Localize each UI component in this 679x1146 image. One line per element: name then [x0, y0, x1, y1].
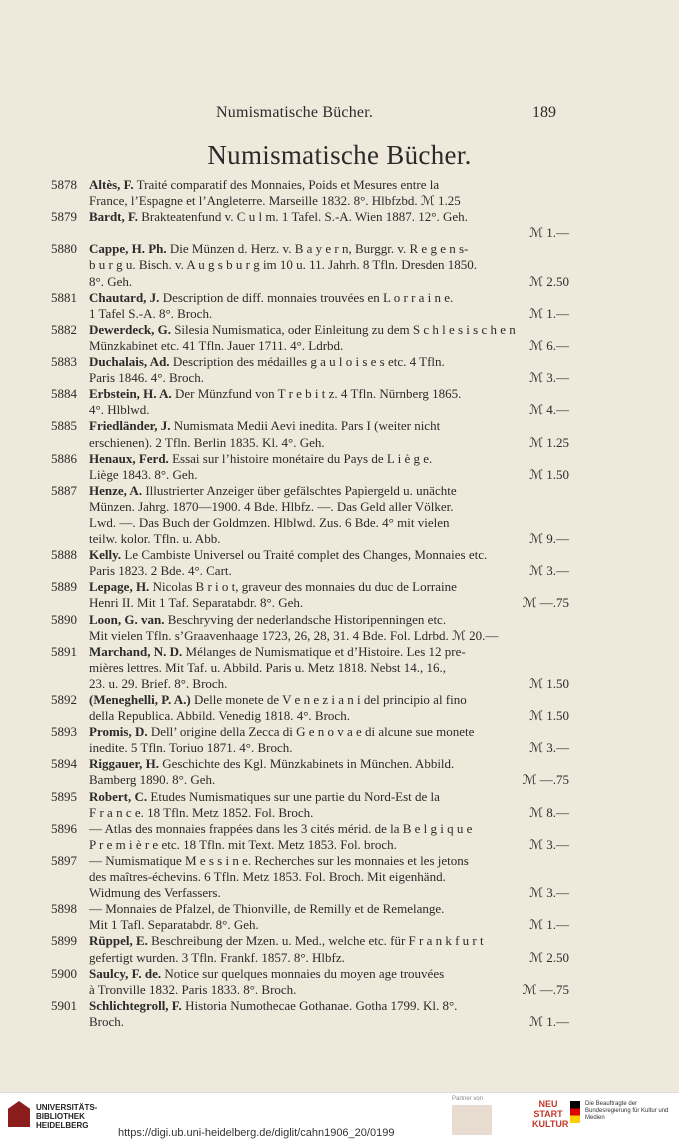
entry-text: Riggauer, H. Geschichte des Kgl. Münzkabinets in München. Abbild.	[89, 756, 455, 772]
entry-text: Duchalais, Ad. Description des médailles g a u l o i s e s etc. 4 Tfln.	[89, 354, 445, 370]
viewer-footer	[0, 1092, 679, 1146]
entry-line	[0, 290, 679, 306]
entry-line	[0, 595, 679, 611]
entry-line	[0, 306, 679, 322]
entry-line	[0, 917, 679, 933]
entry-number: 5894	[51, 756, 77, 772]
entry-line	[0, 322, 679, 338]
entry-price: ℳ 6.—	[529, 337, 569, 353]
entry-line	[0, 338, 679, 354]
catalogue-entry	[0, 241, 679, 289]
university-logo-icon	[8, 1101, 30, 1127]
entry-line	[0, 354, 679, 370]
running-header-title: Numismatische Bücher.	[216, 104, 374, 121]
entry-line	[0, 402, 679, 418]
entry-line	[0, 193, 679, 209]
entry-line	[0, 370, 679, 386]
entry-text: à Tronville 1832. Paris 1833. 8°. Broch.	[89, 981, 297, 997]
entry-text: Marchand, N. D. Mélanges de Numismatique et d’Histoire. Les 12 pre-	[89, 643, 466, 659]
partner-label: Partner von	[452, 1096, 484, 1102]
entry-text: Münzkabinet etc. 41 Tfln. Jauer 1711. 4°. Ldrbd.	[89, 337, 344, 353]
entry-number: 5882	[51, 321, 77, 337]
entry-price: ℳ 1.50	[529, 466, 569, 482]
entry-text: b u r g u. Bisch. v. A u g s b u r g im 10 u. 11. Jahrh. 8 Tfln. Dresden 1850.	[89, 257, 478, 273]
entry-line	[0, 853, 679, 869]
entry-number: 5898	[51, 901, 77, 917]
entry-line	[0, 531, 679, 547]
entry-price: ℳ —.75	[522, 772, 569, 788]
entry-text: erschienen). 2 Tfln. Berlin 1835. Kl. 4°. Geh.	[89, 434, 325, 450]
entry-number: 5888	[51, 547, 77, 563]
catalogue-entry	[0, 853, 679, 901]
entry-line	[0, 933, 679, 949]
entry-line	[0, 708, 679, 724]
entry-text: Münzen. Jahrg. 1870—1900. 4 Bde. Hlbfz. —. Das Geld aller Völker.	[89, 498, 454, 514]
entry-line	[0, 241, 679, 257]
entry-price: ℳ 2.50	[529, 273, 569, 289]
entry-line	[0, 225, 679, 241]
entry-number: 5899	[51, 933, 77, 949]
entry-line	[0, 692, 679, 708]
entry-line	[0, 660, 679, 676]
catalogue-entry	[0, 483, 679, 547]
entry-text: Lepage, H. Nicolas B r i o t, graveur des monnaies du duc de Lorraine	[89, 579, 457, 595]
entry-text: gefertigt wurden. 3 Tfln. Frankf. 1857. 8°. Hlbfz.	[89, 949, 345, 965]
entry-text: F r a n c e. 18 Tfln. Metz 1852. Fol. Broch.	[89, 804, 314, 820]
entry-text: Broch.	[89, 1013, 125, 1029]
entry-number: 5900	[51, 965, 77, 981]
entry-text: France, l’Espagne et l’Angleterre. Marseille 1832. 8°. Hlbfzbd. ℳ 1.25	[89, 193, 461, 209]
entry-line	[0, 869, 679, 885]
entry-text: Schlichtegroll, F. Historia Numothecae Gothanae. Gotha 1799. Kl. 8°.	[89, 997, 458, 1013]
entry-text: Lwd. —. Das Buch der Goldmzen. Hlblwd. Zus. 6 Bde. 4° mit vielen	[89, 514, 450, 530]
entry-number: 5879	[51, 209, 77, 225]
entry-price: ℳ 3.—	[529, 836, 569, 852]
entry-number: 5892	[51, 692, 77, 707]
entry-price: ℳ 8.—	[529, 804, 569, 820]
entry-line	[0, 435, 679, 451]
entry-number: 5891	[51, 643, 77, 659]
entry-text: Henze, A. Illustrierter Anzeiger über gefälschtes Papiergeld u. unächte	[89, 482, 457, 498]
catalogue-entry	[0, 998, 679, 1030]
entry-line	[0, 274, 679, 290]
entry-text: 1 Tafel S.-A. 8°. Broch.	[89, 305, 213, 321]
entry-text: Erbstein, H. A. Der Münzfund von T r e b i t z. 4 Tfln. Nürnberg 1865.	[89, 386, 462, 402]
entry-text: della Republica. Abbild. Venedig 1818. 4°. Broch.	[89, 708, 350, 724]
university-name: UNIVERSITÄTS- BIBLIOTHEK HEIDELBERG	[36, 1103, 98, 1130]
entry-text: Robert, C. Etudes Numismatiques sur une partie du Nord-Est de la	[89, 788, 440, 804]
catalogue-entry	[0, 789, 679, 821]
entry-number: 5896	[51, 820, 77, 836]
entry-line	[0, 998, 679, 1014]
entry-number: 5883	[51, 354, 77, 370]
entry-line	[0, 386, 679, 402]
entry-line	[0, 740, 679, 756]
entry-line	[0, 772, 679, 788]
entry-line	[0, 483, 679, 499]
entry-price: ℳ 3.—	[529, 370, 569, 386]
entry-number: 5890	[51, 611, 77, 627]
catalogue-entry	[0, 756, 679, 788]
entry-line	[0, 612, 679, 628]
entry-number: 5895	[51, 788, 77, 804]
entry-text: Promis, D. Dell’ origine della Zecca di G e n o v a e di alcune sue monete	[89, 724, 475, 740]
entry-text: P r e m i è r e etc. 18 Tfln. mit Text. Metz 1853. Fol. broch.	[89, 836, 397, 852]
entry-line	[0, 885, 679, 901]
page-number: 189	[532, 104, 556, 121]
catalogue-entry	[0, 612, 679, 644]
entry-line	[0, 467, 679, 483]
entry-price: ℳ 1.—	[529, 225, 569, 241]
entry-number: 5880	[51, 241, 77, 257]
entry-text: teilw. kolor. Tfln. u. Abb.	[89, 531, 221, 547]
entry-number: 5878	[51, 177, 77, 192]
catalogue-entry	[0, 821, 679, 853]
entry-text: Altès, F. Traité comparatif des Monnaies, Poids et Mesures entre la	[89, 177, 440, 192]
entry-text: Bardt, F. Brakteatenfund v. C u l m. 1 Tafel. S.-A. Wien 1887. 12°. Geh.	[89, 209, 468, 225]
entry-text: Paris 1823. 2 Bde. 4°. Cart.	[89, 563, 232, 579]
entry-price: ℳ 1.—	[529, 305, 569, 321]
entry-text: Chautard, J. Description de diff. monnaies trouvées en L o r r a i n e.	[89, 289, 454, 305]
entry-text: Paris 1846. 4°. Broch.	[89, 370, 204, 386]
catalogue-entry	[0, 901, 679, 933]
catalogue-entry	[0, 966, 679, 998]
entry-text: Henaux, Ferd. Essai sur l’histoire monétaire du Pays de L i è g e.	[89, 450, 433, 466]
entry-line	[0, 451, 679, 467]
entry-line	[0, 901, 679, 917]
entry-text: Saulcy, F. de. Notice sur quelques monnaies du moyen age trouvées	[89, 965, 445, 981]
entry-text: Dewerdeck, G. Silesia Numismatica, oder Einleitung zu dem S c h l e s i s c h e n	[89, 321, 516, 337]
entry-text: — Atlas des monnaies frappées dans les 3 cités mérid. de la B e l g i q u e	[89, 820, 473, 836]
federal-eagle-icon	[570, 1101, 580, 1123]
entry-text: Mit vielen Tfln. s’Graavenhaage 1723, 26, 28, 31. 4 Bde. Fol. Ldrbd. ℳ 20.—	[89, 627, 499, 643]
entry-price: ℳ 9.—	[529, 531, 569, 547]
entry-line	[0, 1014, 679, 1030]
catalogue-entry	[0, 209, 679, 241]
catalogue-entry	[0, 322, 679, 354]
permalink-url[interactable]: https://digi.ub.uni-heidelberg.de/diglit/cahn1906_20/0199	[118, 1127, 395, 1139]
entry-text: Liège 1843. 8°. Geh.	[89, 466, 198, 482]
entry-price: ℳ 1.25	[529, 434, 569, 450]
entry-price: ℳ 2.50	[529, 949, 569, 965]
entry-line	[0, 805, 679, 821]
entry-text: (Meneghelli, P. A.) Delle monete de V e n e z i a n i del principio al fino	[89, 692, 467, 707]
entry-text: 8°. Geh.	[89, 273, 133, 289]
entry-line	[0, 257, 679, 273]
entry-number: 5893	[51, 724, 77, 740]
entry-price: ℳ 1.50	[529, 675, 569, 691]
entry-line	[0, 563, 679, 579]
entry-text: Rüppel, E. Beschreibung der Mzen. u. Med., welche etc. für F r a n k f u r t	[89, 933, 484, 949]
entry-text: 4°. Hlblwd.	[89, 402, 150, 418]
entry-price: ℳ 4.—	[529, 402, 569, 418]
entry-price: ℳ 3.—	[529, 563, 569, 579]
entry-line	[0, 837, 679, 853]
entry-price: ℳ 3.—	[529, 740, 569, 756]
entry-text: Loon, G. van. Beschryving der nederlandsche Historipenningen etc.	[89, 611, 447, 627]
section-title: Numismatische Bücher.	[207, 140, 472, 170]
entry-line	[0, 644, 679, 660]
entry-line	[0, 966, 679, 982]
bkm-label: Die Beauftragte der Bundesregierung für Kultur und Medien	[585, 1101, 669, 1121]
catalogue-entry	[0, 644, 679, 692]
entry-text: — Monnaies de Pfalzel, de Thionville, de Remilly et de Remelange.	[89, 901, 445, 917]
entry-number: 5901	[51, 997, 77, 1013]
entry-price: ℳ 1.—	[529, 917, 569, 933]
entry-text: des maîtres-échevins. 6 Tfln. Metz 1853. Fol. Broch. Mit eigenhänd.	[89, 869, 446, 885]
neustart-kultur-logo: NEU START KULTUR	[532, 1099, 569, 1129]
entry-line	[0, 579, 679, 595]
entry-number: 5884	[51, 386, 77, 402]
entry-line	[0, 515, 679, 531]
entry-text: Henri II. Mit 1 Taf. Separatabdr. 8°. Geh.	[89, 595, 304, 611]
entry-line	[0, 756, 679, 772]
entry-price: ℳ 3.—	[529, 885, 569, 901]
entry-text: mières lettres. Mit Taf. u. Abbild. Paris u. Metz 1818. Nebst 14., 16.,	[89, 659, 447, 675]
entry-text: — Numismatique M e s s i n e. Recherches sur les monnaies et les jetons	[89, 852, 469, 868]
entry-price: ℳ —.75	[522, 981, 569, 997]
catalogue-entry	[0, 354, 679, 386]
entry-line	[0, 676, 679, 692]
entry-line	[0, 418, 679, 434]
entry-text: Friedländer, J. Numismata Medii Aevi inedita. Pars I (weiter nicht	[89, 418, 441, 434]
catalogue-entry	[0, 177, 679, 209]
entry-number: 5887	[51, 482, 77, 498]
entry-price: ℳ —.75	[522, 595, 569, 611]
entry-number: 5897	[51, 852, 77, 868]
catalogue-entry	[0, 386, 679, 418]
catalogue-entry	[0, 547, 679, 579]
entry-number: 5881	[51, 289, 77, 305]
entry-line	[0, 499, 679, 515]
entry-line	[0, 547, 679, 563]
catalogue-entry	[0, 724, 679, 756]
entry-line	[0, 724, 679, 740]
entry-line	[0, 177, 679, 193]
catalogue-entry	[0, 692, 679, 724]
entry-line	[0, 982, 679, 998]
partner-logo-icon	[452, 1105, 492, 1135]
entry-line	[0, 789, 679, 805]
entry-line	[0, 950, 679, 966]
entry-text: Cappe, H. Ph. Die Münzen d. Herz. v. B a y e r n, Burggr. v. R e g e n s-	[89, 241, 469, 257]
entry-number: 5885	[51, 418, 77, 434]
entry-number: 5886	[51, 450, 77, 466]
catalogue-entry	[0, 451, 679, 483]
entry-line	[0, 209, 679, 225]
catalogue-entries	[0, 177, 679, 1030]
entry-price: ℳ 1.—	[529, 1013, 569, 1029]
entry-price: ℳ 1.50	[529, 708, 569, 724]
entry-text: inedite. 5 Tfln. Toriuo 1871. 4°. Broch.	[89, 740, 293, 756]
entry-text: Mit 1 Tafl. Separatabdr. 8°. Geh.	[89, 917, 259, 933]
entry-text: 23. u. 29. Brief. 8°. Broch.	[89, 675, 228, 691]
entry-line	[0, 628, 679, 644]
entry-text: Bamberg 1890. 8°. Geh.	[89, 772, 216, 788]
entry-line	[0, 821, 679, 837]
entry-number: 5889	[51, 579, 77, 595]
catalogue-entry	[0, 933, 679, 965]
entry-text: Kelly. Le Cambiste Universel ou Traité complet des Changes, Monnaies etc.	[89, 547, 488, 563]
catalogue-entry	[0, 579, 679, 611]
catalogue-entry	[0, 290, 679, 322]
entry-text: Widmung des Verfassers.	[89, 885, 221, 901]
catalogue-entry	[0, 418, 679, 450]
